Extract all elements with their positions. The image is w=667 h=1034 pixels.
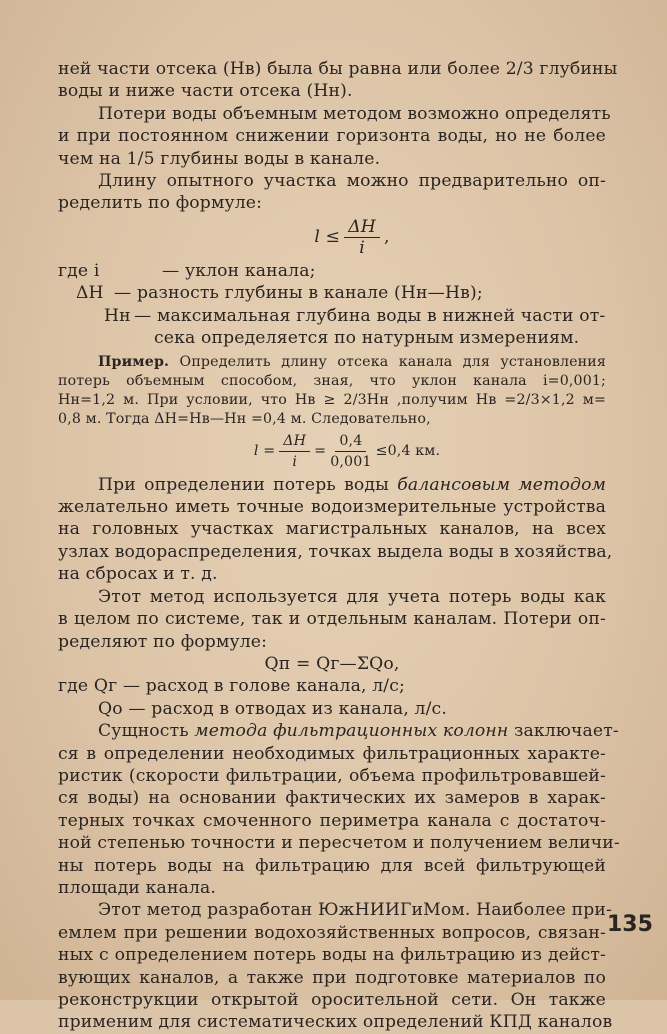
text-line: желательно иметь точные водоизмерительные устройства <box>58 497 606 518</box>
definition-term: где i <box>58 260 100 281</box>
example-text: Определить длину отсека канала для установления <box>179 354 606 371</box>
definition-term: Hн <box>104 305 131 326</box>
definition-continued: сека определяется по натурным измерениям. <box>154 328 580 349</box>
example-block <box>58 353 606 471</box>
text-line: на головных участках магистральных каналов, на всех <box>58 519 606 540</box>
definition-text: — максимальная глубина воды в нижней части от- <box>134 305 606 326</box>
definition-text: — разность глубины в канале (Hн—Hв); <box>114 283 483 304</box>
paragraph-balance <box>58 474 613 586</box>
formula-numerator: ΔH <box>344 217 380 238</box>
formula-lhs: l = <box>253 442 276 459</box>
page-text <box>58 58 620 1034</box>
formula-denominator: 0,001 <box>330 453 372 470</box>
paragraph-continued <box>58 58 618 103</box>
example-line: потерь объемным способом, зная, что уклон канала i=0,001; <box>58 373 606 390</box>
text-line: узлах водораспределения, точках выдела воды в хозяйства, <box>58 541 613 562</box>
text-line: ны потерь воды на фильтрацию для всей фильтрующей <box>58 855 606 876</box>
text-line: терных точках смоченного периметра канала с достаточ- <box>58 810 606 831</box>
formula-numerator: 0,4 <box>335 431 366 452</box>
formula-tail: ≤0,4 км. <box>375 442 441 459</box>
text-line: воды и ниже части отсека (Hн). <box>58 81 353 102</box>
formula-numerator: ΔH <box>279 431 310 452</box>
text-line: ределить по формуле: <box>58 193 263 214</box>
formula-equals: = <box>314 442 327 459</box>
text-line <box>58 474 606 496</box>
text-line: ся в определении необходимых фильтрационных характе- <box>58 743 606 764</box>
text-line: ристик (скорости фильтрации, объема профильтровавшей- <box>58 765 606 786</box>
formula-fraction <box>344 217 380 258</box>
definition-row: Qо — расход в отводах из канала, л/с. <box>98 698 447 719</box>
formula-length <box>58 217 606 258</box>
italic-term: метода фильтрационных колонн <box>194 721 509 742</box>
example-line: 0,8 м. Тогда ΔH=Hв—Hн =0,4 м. Следовательно, <box>58 410 431 427</box>
text-line: Потери воды объемным методом возможно определять <box>98 103 611 124</box>
formula-losses: Qп = Qг—ΣQо, <box>264 653 400 674</box>
text-line: ределяют по формуле: <box>58 631 268 652</box>
text-line: Длину опытного участка можно предварительно оп- <box>98 171 606 192</box>
text-line: площади канала. <box>58 877 217 898</box>
text-line: вующих каналов, а также при подготовке материалов по <box>58 967 606 988</box>
example-line <box>58 353 606 372</box>
text-span: Сущность <box>98 721 195 742</box>
definition-row <box>58 305 606 327</box>
text-line: емлем при решении водохозяйственных вопросов, связан- <box>58 922 606 943</box>
text-line: Этот метод разработан ЮжНИИГиМом. Наиболее при- <box>98 900 612 921</box>
formula-tail: , <box>383 227 390 248</box>
paragraph-last <box>58 899 613 1033</box>
page-number: 135 <box>607 912 653 937</box>
example-line: Hн=1,2 м. При условии, что Hв ≥ 2/3Hн ,получим Hв =2/3×1,2 м= <box>58 392 606 409</box>
paragraph-length <box>58 170 606 215</box>
text-line: реконструкции открытой оросительной сети. Он также <box>58 990 606 1010</box>
text-span: заключает- <box>508 721 619 742</box>
text-line: ся воды) на основании фактических их замеров в харак- <box>58 788 606 809</box>
paragraph-filtration <box>58 720 620 899</box>
text-span: При определении потерь воды <box>98 474 398 495</box>
text-line: на сбросах и т. д. <box>58 564 218 585</box>
formula-lhs: l ≤ <box>314 227 341 248</box>
formula-fraction <box>330 431 371 472</box>
text-line: ных с определением потерь воды на фильтрацию из дейст- <box>58 945 606 966</box>
paragraph-method <box>58 586 606 653</box>
example-label: Пример. <box>98 354 170 371</box>
formula-fraction <box>279 431 310 472</box>
definition-row <box>58 282 606 304</box>
text-line: и при постоянном снижении горизонта воды, но не более <box>58 126 606 147</box>
definition-row <box>58 260 606 282</box>
definition-text: — уклон канала; <box>162 260 316 281</box>
text-line: ной степенью точности и пересчетом и получением величи- <box>58 833 620 854</box>
paragraph-volumetric <box>58 103 611 170</box>
italic-term: балансовым методом <box>397 474 606 495</box>
text-line: в целом по системе, так и отдельным каналам. Потери оп- <box>58 609 606 630</box>
formula-example <box>58 431 606 472</box>
definition-row: где Qг — расход в голове канала, л/с; <box>58 676 405 697</box>
text-line <box>58 720 619 742</box>
definition-list-2 <box>58 675 606 720</box>
definition-term: ΔH <box>76 283 104 304</box>
formula-denominator: i <box>359 237 365 258</box>
text-line: чем на 1/5 глубины воды в канале. <box>58 148 381 169</box>
text-line: ней части отсека (Hв) была бы равна или более 2/3 глубины <box>58 59 618 79</box>
formula-denominator: i <box>292 453 298 470</box>
text-line: применим для систематических определений КПД каналов <box>58 1012 613 1033</box>
text-line: Этот метод используется для учета потерь воды как <box>98 586 606 607</box>
definition-list <box>58 260 606 350</box>
